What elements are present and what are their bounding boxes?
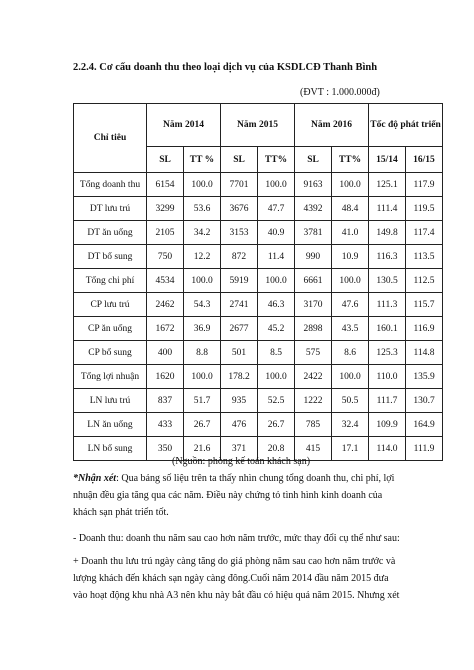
lodging-paragraph xyxy=(73,553,419,604)
row-label: Tổng doanh thu xyxy=(74,173,147,197)
lodging-line-3: vào hoạt động khu nhà A3 nên khu này bắt đầu có hiệu quả năm 2015. Nhưng xét xyxy=(73,590,400,601)
table-cell: 6154 xyxy=(147,173,184,197)
table-cell: 350 xyxy=(147,437,184,461)
table-cell: 10.9 xyxy=(332,245,369,269)
table-cell: 100.0 xyxy=(184,365,221,389)
table-cell: 100.0 xyxy=(332,365,369,389)
table-cell: 26.7 xyxy=(258,413,295,437)
table-cell: 11.4 xyxy=(258,245,295,269)
table-cell: 837 xyxy=(147,389,184,413)
table-cell: 4392 xyxy=(295,197,332,221)
table-cell: 8.6 xyxy=(332,341,369,365)
table-cell: 43.5 xyxy=(332,317,369,341)
unit-note: (ĐVT : 1.000.000đ) xyxy=(300,87,380,98)
table-cell: 115.7 xyxy=(406,293,443,317)
row-label: LN ăn uống xyxy=(74,413,147,437)
header-growth-16-15: 16/15 xyxy=(406,147,443,173)
header-tt-2016: TT% xyxy=(332,147,369,173)
table-cell: 130.5 xyxy=(369,269,406,293)
table-cell: 100.0 xyxy=(184,269,221,293)
table-cell: 785 xyxy=(295,413,332,437)
row-label: LN lưu trú xyxy=(74,389,147,413)
table-cell: 113.5 xyxy=(406,245,443,269)
lodging-line-1: + Doanh thu lưu trú ngày càng tăng do giá phòng năm sau cao hơn năm trước và xyxy=(73,556,396,567)
table-cell: 125.3 xyxy=(369,341,406,365)
table-cell: 100.0 xyxy=(184,173,221,197)
table-cell: 3170 xyxy=(295,293,332,317)
table-cell: 50.5 xyxy=(332,389,369,413)
table-cell: 45.2 xyxy=(258,317,295,341)
table-cell: 8.5 xyxy=(258,341,295,365)
table-cell: 9163 xyxy=(295,173,332,197)
table-cell: 750 xyxy=(147,245,184,269)
table-cell: 47.7 xyxy=(258,197,295,221)
table-cell: 46.3 xyxy=(258,293,295,317)
table-cell: 109.9 xyxy=(369,413,406,437)
table-cell: 111.7 xyxy=(369,389,406,413)
header-tt-2014: TT % xyxy=(184,147,221,173)
row-label: DT bổ sung xyxy=(74,245,147,269)
comment-label: *Nhận xét xyxy=(73,473,117,484)
table-cell: 130.7 xyxy=(406,389,443,413)
table-row xyxy=(74,269,443,293)
table-cell: 20.8 xyxy=(258,437,295,461)
table-row xyxy=(74,197,443,221)
table-cell: 2422 xyxy=(295,365,332,389)
table-cell: 125.1 xyxy=(369,173,406,197)
table-cell: 100.0 xyxy=(332,269,369,293)
table-cell: 4534 xyxy=(147,269,184,293)
table-cell: 2677 xyxy=(221,317,258,341)
table-row xyxy=(74,173,443,197)
table-cell: 112.5 xyxy=(406,269,443,293)
table-cell: 178.2 xyxy=(221,365,258,389)
table-cell: 476 xyxy=(221,413,258,437)
table-cell: 2105 xyxy=(147,221,184,245)
table-cell: 32.4 xyxy=(332,413,369,437)
table-cell: 36.9 xyxy=(184,317,221,341)
table-cell: 116.3 xyxy=(369,245,406,269)
row-label: Tổng lợi nhuận xyxy=(74,365,147,389)
revenue-structure-table xyxy=(73,103,443,461)
table-cell: 110.0 xyxy=(369,365,406,389)
header-year-2014: Năm 2014 xyxy=(147,104,221,147)
table-cell: 5919 xyxy=(221,269,258,293)
table-cell: 100.0 xyxy=(332,173,369,197)
table-cell: 8.8 xyxy=(184,341,221,365)
table-cell: 100.0 xyxy=(258,173,295,197)
table-cell: 1620 xyxy=(147,365,184,389)
table-cell: 872 xyxy=(221,245,258,269)
table-cell: 111.4 xyxy=(369,197,406,221)
table-cell: 149.8 xyxy=(369,221,406,245)
table-cell: 53.6 xyxy=(184,197,221,221)
table-row xyxy=(74,341,443,365)
header-sl-2016: SL xyxy=(295,147,332,173)
table-cell: 501 xyxy=(221,341,258,365)
table-cell: 119.5 xyxy=(406,197,443,221)
header-growth-15-14: 15/14 xyxy=(369,147,406,173)
table-cell: 160.1 xyxy=(369,317,406,341)
table-cell: 114.0 xyxy=(369,437,406,461)
table-row xyxy=(74,221,443,245)
section-heading: 2.2.4. Cơ cấu doanh thu theo loại dịch vụ của KSDLCĐ Thanh Bình xyxy=(73,62,378,73)
table-source-note: (Nguồn: phòng kế toán khách sạn) xyxy=(172,456,311,467)
table-cell: 6661 xyxy=(295,269,332,293)
lodging-line-2: lượng khách đến khách sạn ngày càng đông.Cuối năm 2014 đầu năm 2015 đưa xyxy=(73,573,389,584)
table-cell: 41.0 xyxy=(332,221,369,245)
header-growth-rate: Tốc độ phát triển xyxy=(369,104,443,147)
table-cell: 164.9 xyxy=(406,413,443,437)
header-indicator: Chỉ tiêu xyxy=(74,104,147,173)
table-cell: 48.4 xyxy=(332,197,369,221)
table-cell: 100.0 xyxy=(258,365,295,389)
row-label: Tổng chi phí xyxy=(74,269,147,293)
table-cell: 114.8 xyxy=(406,341,443,365)
table-cell: 3781 xyxy=(295,221,332,245)
revenue-intro: - Doanh thu: doanh thu năm sau cao hơn năm trước, mức thay đổi cụ thể như sau: xyxy=(73,533,400,544)
table-cell: 26.7 xyxy=(184,413,221,437)
row-label: LN bổ sung xyxy=(74,437,147,461)
table-cell: 575 xyxy=(295,341,332,365)
table-cell: 111.3 xyxy=(369,293,406,317)
table-cell: 935 xyxy=(221,389,258,413)
comment-line-2: nhuận đều gia tăng qua các năm. Điều này chứng tỏ tình hình kinh doanh của xyxy=(73,490,383,501)
table-cell: 7701 xyxy=(221,173,258,197)
table-cell: 400 xyxy=(147,341,184,365)
table-cell: 990 xyxy=(295,245,332,269)
table-cell: 40.9 xyxy=(258,221,295,245)
table-cell: 117.9 xyxy=(406,173,443,197)
table-row xyxy=(74,389,443,413)
row-label: CP bổ sung xyxy=(74,341,147,365)
table-row xyxy=(74,317,443,341)
header-year-2015: Năm 2015 xyxy=(221,104,295,147)
header-tt-2015: TT% xyxy=(258,147,295,173)
table-cell: 2462 xyxy=(147,293,184,317)
row-label: DT ăn uống xyxy=(74,221,147,245)
table-cell: 111.9 xyxy=(406,437,443,461)
comment-line-1: *Nhận xét: Qua bảng số liệu trên ta thấy nhìn chung tổng doanh thu, chi phí, lợi xyxy=(73,473,395,484)
table-row xyxy=(74,365,443,389)
table-cell: 51.7 xyxy=(184,389,221,413)
table-cell: 117.4 xyxy=(406,221,443,245)
table-cell: 135.9 xyxy=(406,365,443,389)
row-label: DT lưu trú xyxy=(74,197,147,221)
header-sl-2015: SL xyxy=(221,147,258,173)
table-row xyxy=(74,413,443,437)
table-cell: 100.0 xyxy=(258,269,295,293)
row-label: CP lưu trú xyxy=(74,293,147,317)
table-cell: 1222 xyxy=(295,389,332,413)
table-cell: 34.2 xyxy=(184,221,221,245)
table-row xyxy=(74,245,443,269)
table-cell: 3153 xyxy=(221,221,258,245)
table-cell: 116.9 xyxy=(406,317,443,341)
comment-paragraph xyxy=(73,470,419,521)
table-cell: 17.1 xyxy=(332,437,369,461)
table-cell: 1672 xyxy=(147,317,184,341)
table-cell: 371 xyxy=(221,437,258,461)
table-cell: 433 xyxy=(147,413,184,437)
header-sl-2014: SL xyxy=(147,147,184,173)
table-cell: 2898 xyxy=(295,317,332,341)
table-cell: 415 xyxy=(295,437,332,461)
table-cell: 52.5 xyxy=(258,389,295,413)
row-label: CP ăn uống xyxy=(74,317,147,341)
table-cell: 2741 xyxy=(221,293,258,317)
table-cell: 12.2 xyxy=(184,245,221,269)
table-cell: 54.3 xyxy=(184,293,221,317)
table-cell: 3299 xyxy=(147,197,184,221)
table-body xyxy=(74,173,443,461)
comment-line-3: khách sạn phát triển tốt. xyxy=(73,507,169,518)
table-cell: 21.6 xyxy=(184,437,221,461)
table-cell: 47.6 xyxy=(332,293,369,317)
header-year-2016: Năm 2016 xyxy=(295,104,369,147)
table-row xyxy=(74,293,443,317)
table-cell: 3676 xyxy=(221,197,258,221)
